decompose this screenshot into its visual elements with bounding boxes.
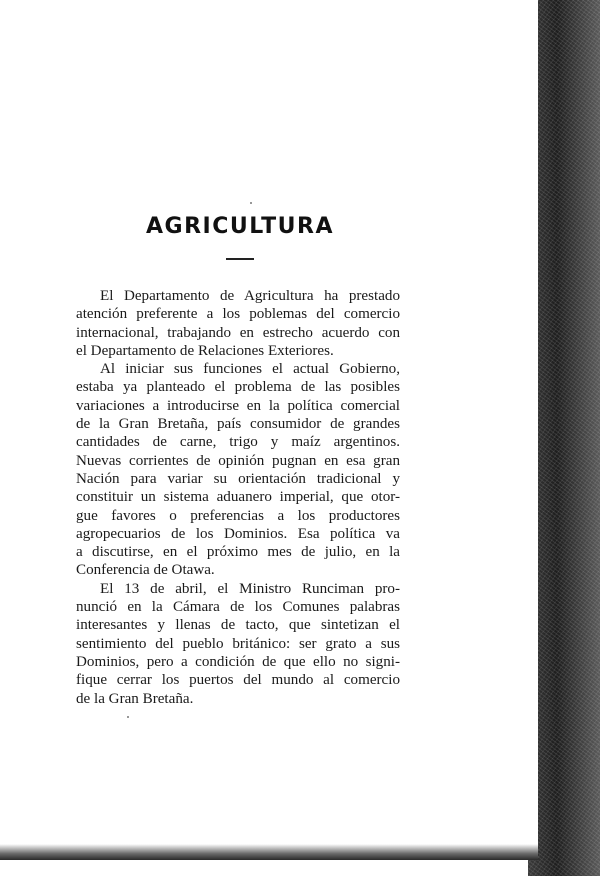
text-line: de la Gran Bretaña, país consumidor de grandes — [76, 416, 400, 433]
text-line: internacional, trabajando en estrecho acuerdo con — [76, 324, 400, 341]
text-line: fique cerrar los puertos del mundo al comercio — [76, 672, 400, 689]
text-line: Dominios, pero a condición de que ello no signi- — [76, 653, 400, 670]
text-line: Nación para variar su orientación tradicional y — [76, 470, 400, 487]
text-line: el Departamento de Relaciones Exteriores. — [76, 342, 334, 359]
text-line: agropecuarios de los Dominios. Esa política va — [76, 525, 400, 542]
text-line: constituir un sistema aduanero imperial, que otor- — [76, 489, 400, 506]
text-line: El 13 de abril, el Ministro Runciman pro- — [100, 580, 400, 597]
text-line: de la Gran Bretaña. — [76, 690, 194, 707]
text-line: sentimiento del pueblo británico: ser grato a sus — [76, 635, 400, 652]
text-line: El Departamento de Agricultura ha prestado — [100, 288, 400, 304]
title-divider — [226, 258, 254, 260]
text-line: variaciones a introducirse en la política comercial — [76, 397, 400, 414]
text-line: Nuevas corrientes de opinión pugnan en esa gran — [76, 452, 400, 469]
body-text — [76, 287, 400, 708]
scan-speck — [250, 202, 252, 204]
page-bottom-shadow — [0, 844, 538, 860]
text-line: a discutirse, en el próximo mes de julio, en la — [76, 544, 400, 561]
text-line: interesantes y llenas de tacto, que sintetizan el — [76, 617, 400, 634]
scan-speck — [127, 716, 129, 718]
text-line: gue favores o preferencias a los productores — [76, 507, 400, 524]
text-line: estaba ya planteado el problema de las posibles — [76, 379, 400, 396]
text-line: nunció en la Cámara de los Comunes palabras — [76, 599, 400, 616]
scan-background-edge — [528, 0, 600, 876]
text-line: Conferencia de Otawa. — [76, 562, 215, 579]
text-line: Al iniciar sus funciones el actual Gobierno, — [100, 361, 400, 378]
text-line: atención preferente a los poblemas del comercio — [76, 306, 400, 323]
text-line: cantidades de carne, trigo y maíz argentinos. — [76, 434, 400, 451]
page-title: AGRICULTURA — [146, 214, 334, 239]
